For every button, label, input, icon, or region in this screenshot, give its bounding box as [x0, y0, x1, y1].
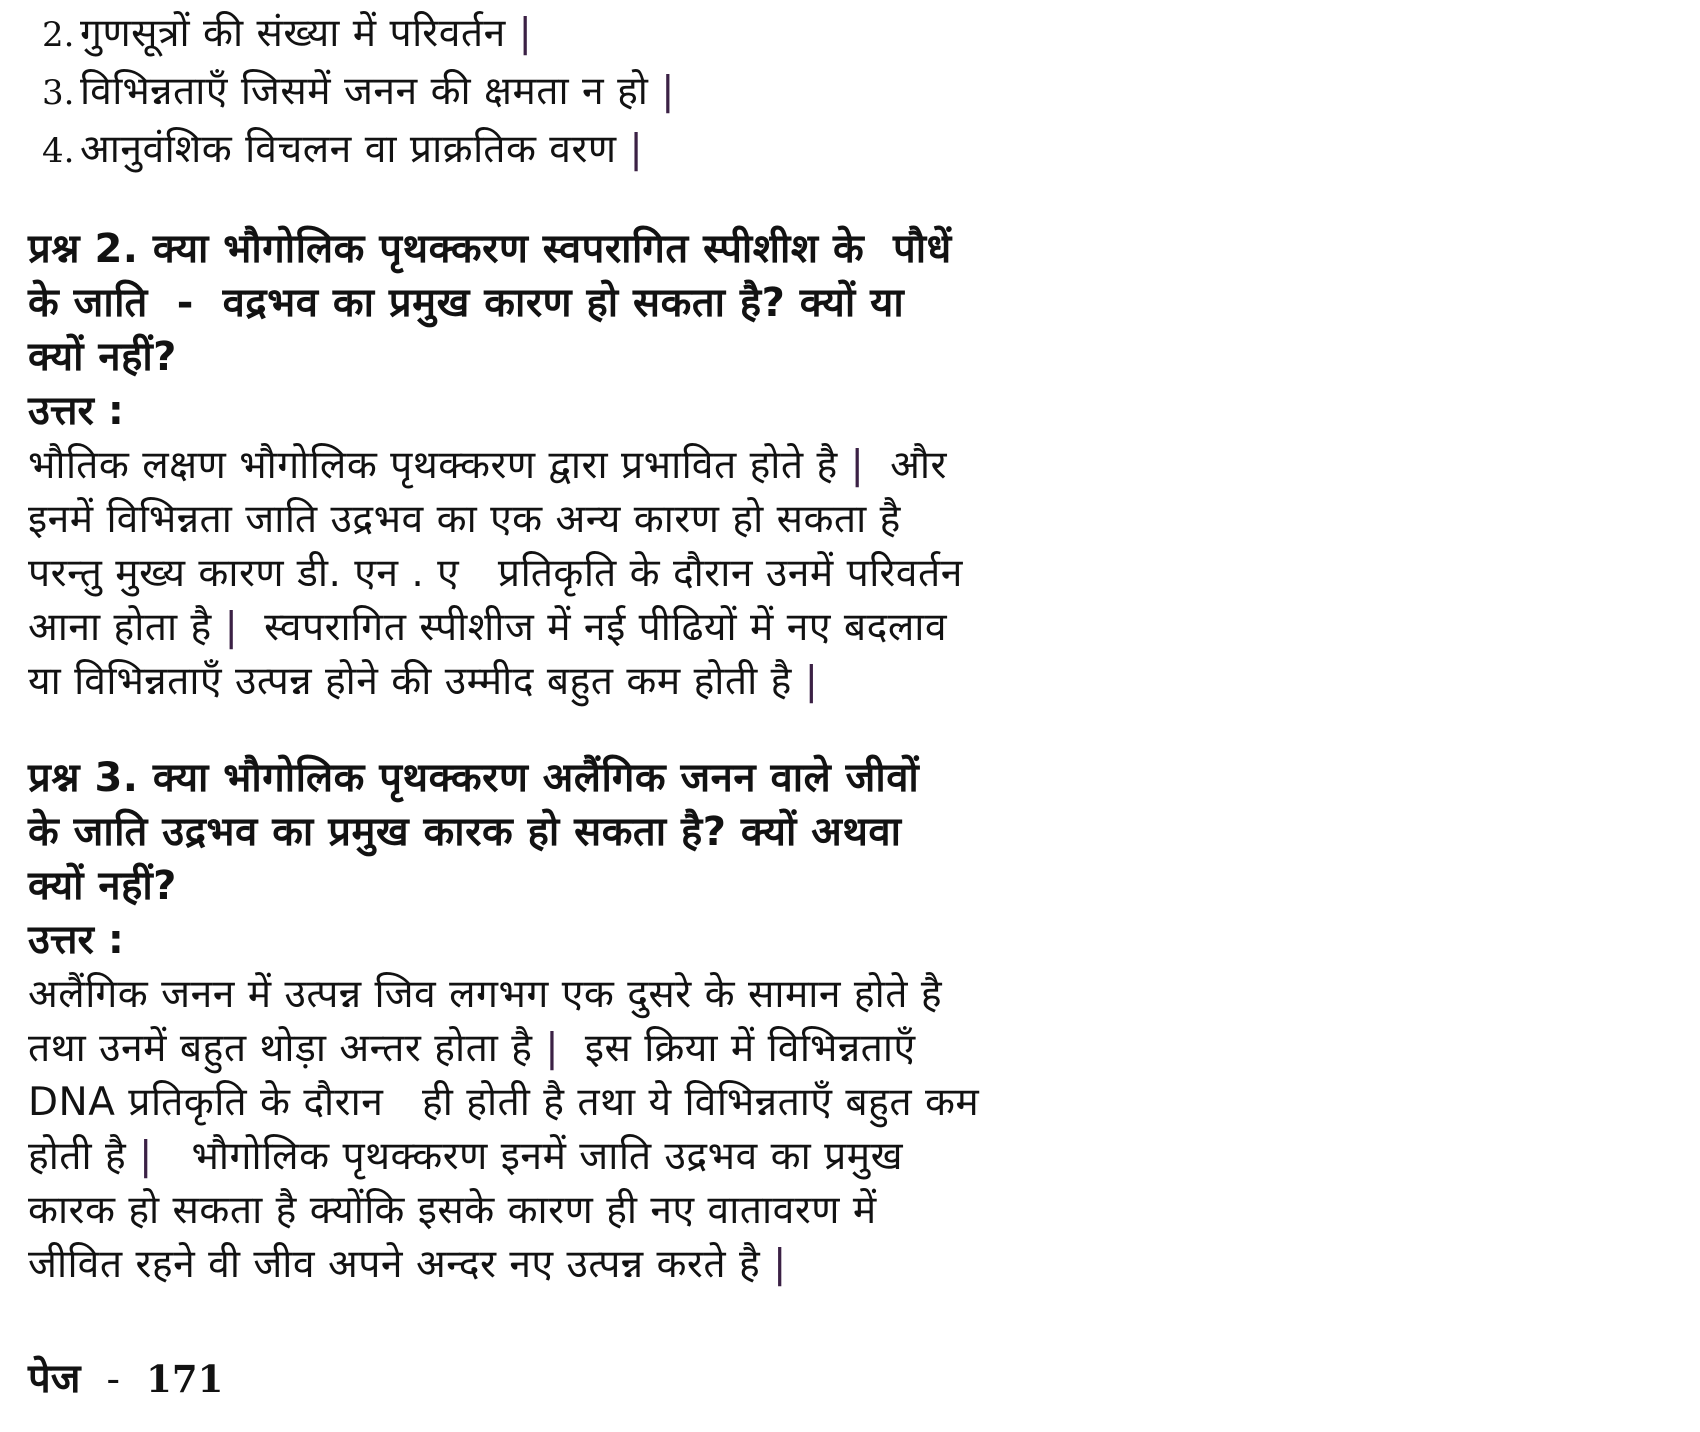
list-item-number: 3.	[42, 73, 75, 113]
answer-line: तथा उनमें बहुत थोड़ा अन्तर होता है | इस क्रिया में विभिन्नताएँ	[28, 1026, 916, 1071]
question-heading-line: के जाति उद्रभव का प्रमुख कारक हो सकता है? क्यों अथवा	[28, 809, 902, 855]
page-separator: -	[106, 1357, 121, 1401]
question-heading-line: प्रश्न 2. क्या भौगोलिक पृथक्करण स्वपरागित स्पीशीश के पौधें	[28, 226, 952, 272]
list-item	[28, 64, 1388, 122]
question-heading-line: के जाति - वद्रभव का प्रमुख कारण हो सकता है? क्यों या	[28, 280, 905, 326]
answer-line: DNA प्रतिकृति के दौरान ही होती है तथा ये विभिन्नताएँ बहुत कम	[28, 1080, 980, 1125]
list-item-number: 4.	[42, 131, 75, 171]
question-2-answer	[28, 439, 1388, 709]
page-number: 171	[146, 1357, 224, 1401]
list-item-text: आनुवंशिक विचलन वा प्राक्रतिक वरण |	[80, 127, 644, 172]
answer-line: इनमें विभिन्नता जाति उद्रभव का एक अन्य कारण हो सकता है	[28, 497, 901, 542]
list-item-number: 2.	[42, 15, 75, 55]
list-item-text: गुणसूत्रों की संख्या में परिवर्तन |	[80, 11, 533, 56]
answer-line: होती है | भौगोलिक पृथक्करण इनमें जाति उद्रभव का प्रमुख	[28, 1134, 904, 1179]
page-footer	[28, 1354, 1388, 1404]
question-3-answer	[28, 968, 1388, 1292]
answer-line: या विभिन्नताएँ उत्पन्न होने की उम्मीद बहुत कम होती है |	[28, 659, 819, 704]
answer-line: भौतिक लक्षण भौगोलिक पृथक्करण द्वारा प्रभावित होते है | और	[28, 443, 947, 488]
question-3-heading	[28, 751, 1388, 913]
question-2-block	[28, 222, 1388, 709]
text-column	[28, 4, 1388, 1404]
question-heading-line: क्यों नहीं?	[28, 334, 177, 380]
answer-line: परन्तु मुख्य कारण डी. एन . ए प्रतिकृति के दौरान उनमें परिवर्तन	[28, 551, 963, 596]
answer-label: उत्तर :	[28, 388, 124, 434]
answer-label: उत्तर :	[28, 917, 124, 963]
answer-line: आना होता है | स्वपरागित स्पीशीज में नई पीढियों में नए बदलाव	[28, 605, 948, 650]
question-heading-line: क्यों नहीं?	[28, 863, 177, 909]
list-item	[28, 6, 1388, 64]
question-3-block	[28, 751, 1388, 1292]
numbered-list	[28, 4, 1388, 180]
answer-line: जीवित रहने वी जीव अपने अन्दर नए उत्पन्न करते है |	[28, 1242, 787, 1287]
question-2-heading	[28, 222, 1388, 384]
answer-line: कारक हो सकता है क्योंकि इसके कारण ही नए वातावरण में	[28, 1188, 877, 1233]
answer-line: अलैंगिक जनन में उत्पन्न जिव लगभग एक दुसरे के सामान होते है	[28, 972, 943, 1017]
page-label: पेज	[28, 1356, 81, 1402]
question-heading-line: प्रश्न 3. क्या भौगोलिक पृथक्करण अलैंगिक जनन वाले जीवों	[28, 755, 920, 801]
list-item-text: विभिन्नताएँ जिसमें जनन की क्षमता न हो |	[80, 69, 675, 114]
list-item	[28, 122, 1388, 180]
